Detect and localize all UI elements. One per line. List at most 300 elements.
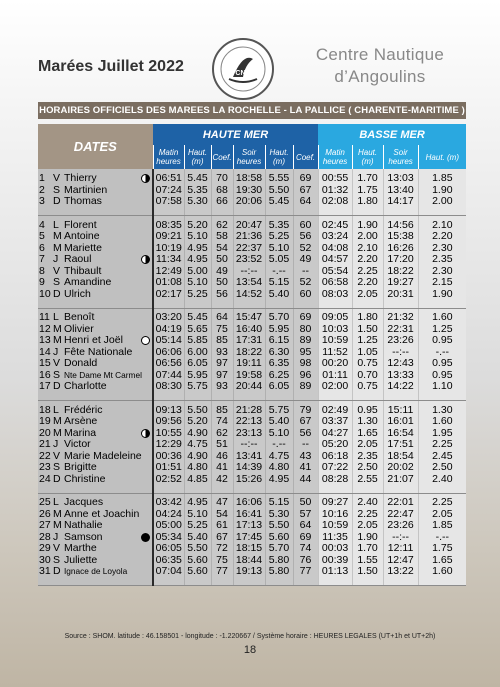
- high-tide-cell: 5.10: [265, 428, 293, 440]
- high-tide-cell: 06:35: [153, 555, 184, 567]
- high-tide-cell: 66: [211, 196, 233, 208]
- high-tide-cell: 54: [211, 243, 233, 255]
- high-tide-cell: 4.75: [184, 439, 211, 451]
- low-tide-cell: 2.05: [418, 509, 466, 521]
- table-row: [38, 381, 466, 393]
- low-tide-cell: 13:33: [383, 370, 418, 382]
- low-tide-cell: 2.15: [418, 277, 466, 289]
- high-tide-cell: 56: [211, 289, 233, 301]
- date-cell: [38, 381, 153, 393]
- high-tide-cell: 5.45: [184, 312, 211, 324]
- date-cell: [38, 416, 153, 428]
- low-tide-cell: 00:39: [318, 555, 352, 567]
- table-row: [38, 566, 466, 578]
- high-tide-cell: 64: [211, 312, 233, 324]
- high-tide-cell: 62: [211, 220, 233, 232]
- high-tide-cell: 07:04: [153, 566, 184, 578]
- high-tide-cell: 98: [293, 358, 318, 370]
- low-tide-cell: 18:54: [383, 451, 418, 463]
- low-tide-cell: -.--: [418, 532, 466, 544]
- date-cell: [38, 347, 153, 359]
- weekday-letter: V: [53, 450, 61, 462]
- date-cell: [38, 196, 153, 208]
- table-row: [38, 312, 466, 324]
- low-tide-cell: 2.40: [352, 497, 383, 509]
- high-tide-cell: 5.15: [265, 497, 293, 509]
- high-tide-cell: 46: [211, 451, 233, 463]
- high-tide-cell: 62: [211, 428, 233, 440]
- high-tide-cell: 18:58: [233, 173, 265, 185]
- low-tide-cell: 0.95: [418, 335, 466, 347]
- date-cell: [38, 439, 153, 451]
- low-tide-cell: 0.75: [352, 381, 383, 393]
- low-tide-cell: 2.25: [418, 497, 466, 509]
- high-tide-cell: 16:06: [233, 497, 265, 509]
- low-tide-cell: 1.55: [352, 555, 383, 567]
- weekday-letter: D: [53, 288, 61, 300]
- high-tide-cell: 5.80: [265, 555, 293, 567]
- low-tide-cell: --:--: [383, 532, 418, 544]
- high-tide-cell: 60: [293, 220, 318, 232]
- high-tide-cell: 42: [211, 474, 233, 486]
- saint-name: Amandine: [64, 277, 112, 288]
- low-tide-cell: 14:22: [383, 381, 418, 393]
- low-tide-cell: 06:58: [318, 277, 352, 289]
- weekday-letter: V: [53, 265, 61, 277]
- low-tide-cell: 02:00: [318, 381, 352, 393]
- high-tide-cell: 04:19: [153, 324, 184, 336]
- weekday-letter: J: [53, 254, 59, 265]
- high-tide-cell: 00:36: [153, 451, 184, 463]
- low-tide-cell: 05:20: [318, 439, 352, 451]
- low-tide-cell: 1.60: [418, 416, 466, 428]
- high-tide-cell: 5.10: [184, 231, 211, 243]
- high-tide-cell: 5.00: [184, 266, 211, 278]
- date-cell: [38, 474, 153, 486]
- high-tide-cell: 96: [293, 370, 318, 382]
- high-tide-cell: 57: [293, 509, 318, 521]
- high-tide-cell: 12:49: [153, 266, 184, 278]
- column-subheader: Soir heures: [383, 145, 418, 169]
- day-number: 25: [39, 497, 51, 508]
- low-tide-cell: 05:54: [318, 266, 352, 278]
- high-tide-cell: 49: [293, 254, 318, 266]
- day-number: 13: [39, 335, 51, 346]
- high-tide-cell: 5.55: [265, 173, 293, 185]
- column-subheader: Coef.: [211, 145, 233, 169]
- day-number: 24: [39, 473, 51, 485]
- high-tide-cell: 6.15: [265, 335, 293, 347]
- column-subheader: Matin heures: [153, 145, 184, 169]
- high-tide-cell: 6.05: [265, 381, 293, 393]
- high-tide-cell: 12:29: [153, 439, 184, 451]
- high-tide-cell: 05:00: [153, 520, 184, 532]
- high-tide-cell: 19:11: [233, 358, 265, 370]
- table-row: [38, 231, 466, 243]
- low-tide-cell: 2.35: [418, 254, 466, 266]
- high-tide-cell: 4.95: [184, 243, 211, 255]
- day-number: 4: [39, 219, 45, 231]
- low-tide-cell: 2.35: [352, 451, 383, 463]
- moon-new-icon: [141, 533, 150, 542]
- saint-name: Anne et Joachin: [64, 508, 140, 520]
- high-tide-cell: 09:21: [153, 231, 184, 243]
- day-number: 29: [39, 543, 51, 554]
- table-row: [38, 196, 466, 208]
- club-name-line2: d’Angoulins: [334, 67, 426, 86]
- low-tide-cell: 1.65: [352, 428, 383, 440]
- saint-name: Thomas: [64, 196, 102, 207]
- high-tide-cell: 52: [293, 243, 318, 255]
- low-tide-cell: 2.20: [352, 277, 383, 289]
- column-subheader: Coef.: [293, 145, 318, 169]
- date-cell: [38, 185, 153, 197]
- low-tide-cell: 04:57: [318, 254, 352, 266]
- high-tide-cell: 5.05: [265, 254, 293, 266]
- saint-name: Thierry: [64, 173, 97, 184]
- high-tide-cell: 85: [211, 405, 233, 417]
- high-tide-cell: 5.30: [265, 509, 293, 521]
- weekday-letter: V: [53, 173, 61, 184]
- weekday-letter: M: [53, 323, 62, 335]
- low-tide-cell: 22:31: [383, 324, 418, 336]
- high-tide-cell: 5.95: [184, 370, 211, 382]
- day-number: 2: [39, 184, 45, 196]
- high-tide-cell: 67: [211, 532, 233, 544]
- dates-header: DATES: [38, 124, 153, 169]
- table-row: [38, 497, 466, 509]
- table-row: [38, 520, 466, 532]
- date-cell: [38, 555, 153, 567]
- high-tide-cell: 5.25: [184, 520, 211, 532]
- date-cell: [38, 428, 153, 440]
- high-tide-cell: 5.50: [184, 543, 211, 555]
- saint-name: Juliette: [64, 554, 98, 566]
- high-tide-cell: 09:56: [153, 416, 184, 428]
- high-tide-cell: 5.60: [184, 566, 211, 578]
- high-tide-cell: 75: [211, 555, 233, 567]
- date-cell: [38, 497, 153, 509]
- low-tide-cell: 2.10: [418, 220, 466, 232]
- low-tide-cell: 21:07: [383, 474, 418, 486]
- low-tide-cell: 16:54: [383, 428, 418, 440]
- saint-name: Florent: [64, 219, 97, 231]
- high-tide-cell: 52: [293, 277, 318, 289]
- day-number: 28: [39, 531, 51, 543]
- high-tide-cell: 67: [293, 185, 318, 197]
- low-tide-cell: 1.70: [352, 173, 383, 185]
- day-number: 30: [39, 554, 51, 566]
- weekday-letter: S: [53, 277, 61, 288]
- high-tide-cell: 6.25: [265, 370, 293, 382]
- low-tide-cell: 1.25: [418, 324, 466, 336]
- high-tide-cell: 4.85: [184, 474, 211, 486]
- high-tide-cell: 74: [211, 416, 233, 428]
- high-tide-cell: 72: [211, 543, 233, 555]
- saint-name: Marina: [64, 427, 97, 439]
- day-number: 22: [39, 450, 51, 462]
- date-cell: [38, 266, 153, 278]
- high-tide-cell: 61: [211, 520, 233, 532]
- high-tide-cell: 20:47: [233, 220, 265, 232]
- high-tide-cell: 5.40: [265, 416, 293, 428]
- high-tide-cell: 77: [293, 566, 318, 578]
- saint-name: Benoît: [64, 312, 95, 323]
- high-tide-cell: 5.20: [184, 416, 211, 428]
- low-tide-cell: 10:16: [318, 509, 352, 521]
- high-tide-cell: 5.50: [184, 405, 211, 417]
- high-tide-cell: 47: [211, 497, 233, 509]
- low-tide-cell: 1.60: [418, 566, 466, 578]
- weekday-letter: S: [53, 184, 61, 196]
- date-cell: [38, 462, 153, 474]
- low-tide-cell: 10:59: [318, 335, 352, 347]
- saint-name: Nte Dame Mt Carmel: [64, 369, 142, 380]
- weekday-letter: M: [53, 427, 62, 439]
- high-tide-cell: 06:05: [153, 543, 184, 555]
- table-row: [38, 416, 466, 428]
- high-tide-cell: 69: [293, 532, 318, 544]
- column-subheader: Haut. (m): [265, 145, 293, 169]
- high-tide-cell: 97: [211, 358, 233, 370]
- day-number: 9: [39, 277, 45, 288]
- weekday-letter: S: [53, 369, 61, 381]
- table-row: [38, 289, 466, 301]
- high-tide-cell: 23:52: [233, 254, 265, 266]
- high-tide-cell: 5.75: [265, 405, 293, 417]
- high-tide-cell: 95: [293, 347, 318, 359]
- day-number: 19: [39, 416, 51, 427]
- date-cell: [38, 243, 153, 255]
- high-tide-cell: 07:24: [153, 185, 184, 197]
- high-tide-cell: --: [293, 266, 318, 278]
- weekday-letter: V: [53, 543, 61, 554]
- low-tide-cell: 1.90: [352, 532, 383, 544]
- low-tide-cell: 2.40: [418, 474, 466, 486]
- table-row: [38, 335, 466, 347]
- low-tide-cell: 16:26: [383, 243, 418, 255]
- low-tide-cell: 2.00: [418, 196, 466, 208]
- saint-name: Nathalie: [64, 520, 103, 531]
- column-subheader: Haut. (m): [352, 145, 383, 169]
- saint-name: Mariette: [64, 242, 102, 254]
- high-tide-cell: 5.45: [184, 173, 211, 185]
- column-subheader: Soir heures: [233, 145, 265, 169]
- high-tide-cell: 49: [211, 266, 233, 278]
- subtitle-bar: HORAIRES OFFICIELS DES MAREES LA ROCHELLE - LA PALLICE ( CHARENTE-MARITIME ): [38, 102, 466, 119]
- low-tide-cell: 19:27: [383, 277, 418, 289]
- weekday-letter: L: [53, 404, 59, 416]
- low-tide-cell: 00:20: [318, 358, 352, 370]
- day-number: 8: [39, 265, 45, 277]
- date-cell: [38, 335, 153, 347]
- high-tide-cell: 89: [293, 381, 318, 393]
- footer-source: Source : SHOM. latitude : 46.158501 - longitude : -1.220667 / Système horaire : HEURES LEGALES (UT+1h et UT+2h): [64, 633, 436, 640]
- high-tide-cell: 41: [293, 462, 318, 474]
- low-tide-cell: 1.90: [418, 289, 466, 301]
- high-tide-cell: 5.30: [184, 196, 211, 208]
- high-tide-cell: 69: [293, 312, 318, 324]
- low-tide-cell: 23:26: [383, 520, 418, 532]
- club-name-line1: Centre Nautique: [315, 45, 445, 64]
- low-tide-cell: 15:38: [383, 231, 418, 243]
- low-tide-cell: 18:22: [383, 266, 418, 278]
- high-tide-cell: 4.80: [265, 462, 293, 474]
- week-separator: [38, 578, 466, 586]
- high-tide-cell: 5.50: [265, 185, 293, 197]
- low-tide-cell: 21:32: [383, 312, 418, 324]
- table-row: [38, 254, 466, 266]
- low-tide-cell: 0.75: [352, 358, 383, 370]
- low-tide-cell: 1.95: [418, 428, 466, 440]
- high-tide-cell: 5.15: [265, 277, 293, 289]
- low-tide-cell: 1.80: [352, 196, 383, 208]
- high-tide-cell: -.--: [265, 266, 293, 278]
- low-tide-cell: 0.95: [418, 370, 466, 382]
- weekday-letter: S: [53, 554, 61, 566]
- date-cell: [38, 566, 153, 578]
- week-separator: [38, 393, 466, 401]
- low-tide-cell: 06:18: [318, 451, 352, 463]
- high-tide-cell: 80: [293, 324, 318, 336]
- low-tide-cell: 2.00: [352, 231, 383, 243]
- day-number: 31: [39, 566, 51, 577]
- moon-half-icon: [141, 255, 150, 264]
- saint-name: Raoul: [64, 254, 92, 265]
- day-number: 12: [39, 323, 51, 335]
- date-cell: [38, 312, 153, 324]
- low-tide-cell: 1.50: [352, 566, 383, 578]
- high-tide-cell: 5.40: [265, 289, 293, 301]
- day-number: 20: [39, 427, 51, 439]
- low-tide-cell: 0.95: [418, 358, 466, 370]
- low-tide-cell: 1.85: [418, 520, 466, 532]
- weekday-letter: L: [53, 312, 59, 323]
- weekday-letter: J: [53, 439, 59, 450]
- date-cell: [38, 358, 153, 370]
- high-tide-cell: 93: [211, 381, 233, 393]
- day-number: 6: [39, 242, 45, 254]
- high-tide-cell: 13:54: [233, 277, 265, 289]
- low-tide-cell: 09:27: [318, 497, 352, 509]
- low-tide-cell: 1.50: [352, 324, 383, 336]
- low-tide-cell: 2.05: [352, 520, 383, 532]
- low-tide-cell: 13:40: [383, 185, 418, 197]
- low-tide-cell: 10:03: [318, 324, 352, 336]
- haute-mer-header: HAUTE MER: [153, 124, 318, 145]
- high-tide-cell: 70: [211, 173, 233, 185]
- day-number: 26: [39, 508, 51, 520]
- low-tide-cell: 2.05: [352, 439, 383, 451]
- weekday-letter: M: [53, 335, 62, 346]
- high-tide-cell: 5.25: [184, 289, 211, 301]
- low-tide-cell: --:--: [383, 347, 418, 359]
- weekday-letter: M: [53, 416, 62, 427]
- saint-name: Christine: [64, 473, 106, 485]
- date-cell: [38, 509, 153, 521]
- high-tide-cell: 10:19: [153, 243, 184, 255]
- low-tide-cell: 15:11: [383, 405, 418, 417]
- high-tide-cell: 06:06: [153, 347, 184, 359]
- high-tide-cell: 5.10: [265, 243, 293, 255]
- low-tide-cell: 1.10: [418, 381, 466, 393]
- high-tide-cell: 06:56: [153, 358, 184, 370]
- date-cell: [38, 532, 153, 544]
- high-tide-cell: -.--: [265, 439, 293, 451]
- low-tide-cell: 14:17: [383, 196, 418, 208]
- low-tide-cell: 2.20: [418, 231, 466, 243]
- high-tide-cell: 54: [211, 509, 233, 521]
- saint-name: Marthe: [64, 543, 97, 554]
- high-tide-cell: 60: [293, 289, 318, 301]
- high-tide-cell: 07:58: [153, 196, 184, 208]
- low-tide-cell: 22:47: [383, 509, 418, 521]
- low-tide-cell: 04:08: [318, 243, 352, 255]
- weekday-letter: S: [53, 462, 61, 473]
- low-tide-cell: 1.75: [352, 185, 383, 197]
- low-tide-cell: 2.05: [352, 289, 383, 301]
- high-tide-cell: 11:34: [153, 254, 184, 266]
- low-tide-cell: 1.90: [352, 220, 383, 232]
- month-title: Marées Juillet 2022: [38, 58, 184, 75]
- low-tide-cell: 2.45: [418, 451, 466, 463]
- low-tide-cell: 2.55: [352, 474, 383, 486]
- high-tide-cell: 06:51: [153, 173, 184, 185]
- high-tide-cell: 02:17: [153, 289, 184, 301]
- high-tide-cell: 17:13: [233, 520, 265, 532]
- day-number: 27: [39, 520, 51, 531]
- low-tide-cell: 2.30: [418, 243, 466, 255]
- page-header: [0, 0, 500, 100]
- low-tide-cell: 1.75: [418, 543, 466, 555]
- high-tide-cell: 6.35: [265, 358, 293, 370]
- high-tide-cell: 14:52: [233, 289, 265, 301]
- low-tide-cell: 2.25: [418, 439, 466, 451]
- saint-name: Fête Nationale: [64, 346, 133, 358]
- date-cell: [38, 289, 153, 301]
- date-cell: [38, 370, 153, 382]
- low-tide-cell: 1.25: [352, 335, 383, 347]
- table-row: [38, 358, 466, 370]
- high-tide-cell: 51: [211, 439, 233, 451]
- high-tide-cell: 17:45: [233, 532, 265, 544]
- weekday-letter: D: [53, 473, 61, 485]
- low-tide-cell: 2.30: [418, 266, 466, 278]
- high-tide-cell: 03:20: [153, 312, 184, 324]
- high-tide-cell: 58: [211, 231, 233, 243]
- high-tide-cell: 5.75: [184, 381, 211, 393]
- date-cell: [38, 231, 153, 243]
- high-tide-cell: 02:52: [153, 474, 184, 486]
- high-tide-cell: 16:40: [233, 324, 265, 336]
- high-tide-cell: 5.70: [265, 543, 293, 555]
- high-tide-cell: 5.60: [265, 532, 293, 544]
- table-row: [38, 439, 466, 451]
- saint-name: Donald: [64, 358, 98, 369]
- date-cell: [38, 277, 153, 289]
- low-tide-cell: 1.70: [352, 543, 383, 555]
- high-tide-cell: 18:22: [233, 347, 265, 359]
- high-tide-cell: 5.20: [184, 220, 211, 232]
- date-cell: [38, 254, 153, 266]
- high-tide-cell: 22:37: [233, 243, 265, 255]
- weekday-letter: D: [53, 196, 61, 207]
- high-tide-cell: 85: [211, 335, 233, 347]
- date-cell: [38, 543, 153, 555]
- low-tide-cell: 02:49: [318, 405, 352, 417]
- low-tide-cell: 2.10: [352, 243, 383, 255]
- column-subheader: Haut. (m): [184, 145, 211, 169]
